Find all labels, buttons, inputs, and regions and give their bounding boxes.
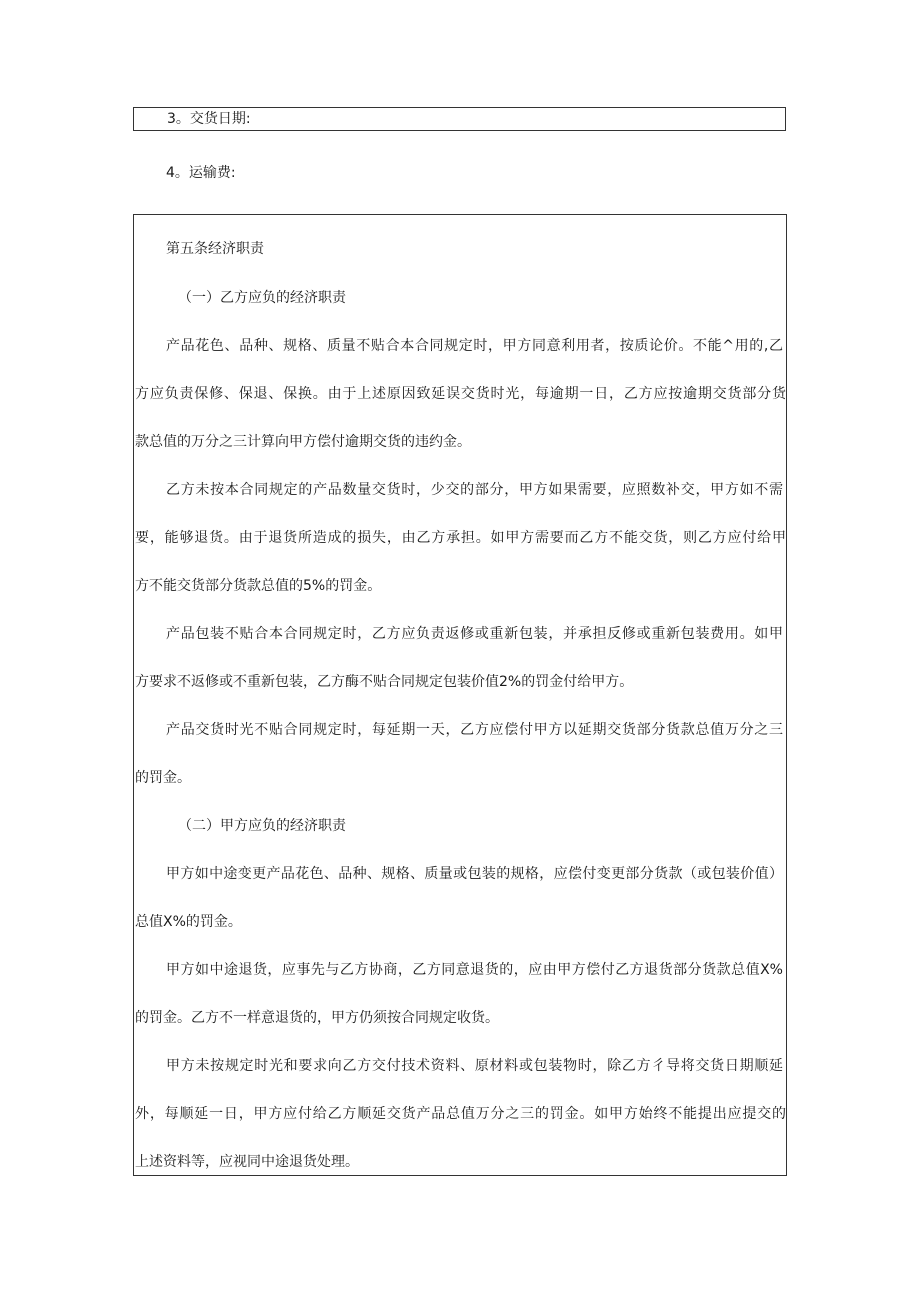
paragraph-line: 总值X%的罚金。	[135, 914, 242, 930]
paragraph-line: 款总值的万分之三计算向甲方偿付逾期交货的违约金。	[135, 434, 471, 450]
paragraph-line: 外，每顺延一日，甲方应付给乙方顺延交货产品总值万分之三的罚金。如甲方始终不能提出应提交的	[135, 1106, 786, 1122]
freight-label: 4。运输费:	[166, 165, 236, 181]
delivery-date-box	[133, 107, 786, 131]
paragraph-line: 要，能够退货。由于退货所造成的损失，由乙方承担。如甲方需要而乙方不能交货，则乙方应付给甲	[135, 530, 786, 546]
paragraph-line: 乙方未按本合同规定的产品数量交货时，少交的部分，甲方如果需要，应照数补交，甲方如不需	[166, 482, 783, 498]
article-title: 第五条经济职责	[166, 241, 264, 257]
paragraph-line: 的罚金。	[135, 770, 191, 786]
paragraph-line: 甲方如中途退货，应事先与乙方协商，乙方同意退货的，应由甲方偿付乙方退货部分货款总值X%	[166, 962, 783, 978]
paragraph-line: 方要求不返修或不重新包装，乙方酶不贴合同规定包装价值2%的罚金付给甲方。	[135, 674, 634, 690]
paragraph-line: 产品包装不贴合本合同规定时，乙方应负责返修或重新包装，并承担反修或重新包装费用。如甲	[166, 626, 783, 642]
paragraph-line: 产品花色、品种、规格、质量不贴合本合同规定时，甲方同意利用者，按质论价。不能^用的,乙	[166, 338, 783, 354]
paragraph-line: 方应负责保修、保退、保换。由于上述原因致延误交货时光，每逾期一日，乙方应按逾期交货部分货	[135, 386, 786, 402]
paragraph-line: 产品交货时光不贴合同规定时，每延期一天，乙方应偿付甲方以延期交货部分货款总值万分之三	[166, 722, 783, 738]
section-two-heading: （二）甲方应负的经济职责	[178, 818, 346, 834]
paragraph-line: 上述资料等，应视同中途退货处理。	[135, 1154, 359, 1170]
paragraph-line: 方不能交货部分货款总值的5%的罚金。	[135, 578, 382, 594]
paragraph-line: 甲方未按规定时光和要求向乙方交付技术资料、原材料或包装物时，除乙方彳导将交货日期顺延	[166, 1058, 783, 1074]
section-one-heading: （一）乙方应负的经济职责	[178, 290, 346, 306]
paragraph-line: 的罚金。乙方不一样意退货的，甲方仍须按合同规定收货。	[135, 1010, 499, 1026]
article-box	[133, 214, 787, 1176]
paragraph-line: 甲方如中途变更产品花色、品种、规格、质量或包装的规格，应偿付变更部分货款（或包装价值）	[166, 866, 783, 882]
delivery-date-label: 3。交货日期:	[167, 111, 251, 127]
